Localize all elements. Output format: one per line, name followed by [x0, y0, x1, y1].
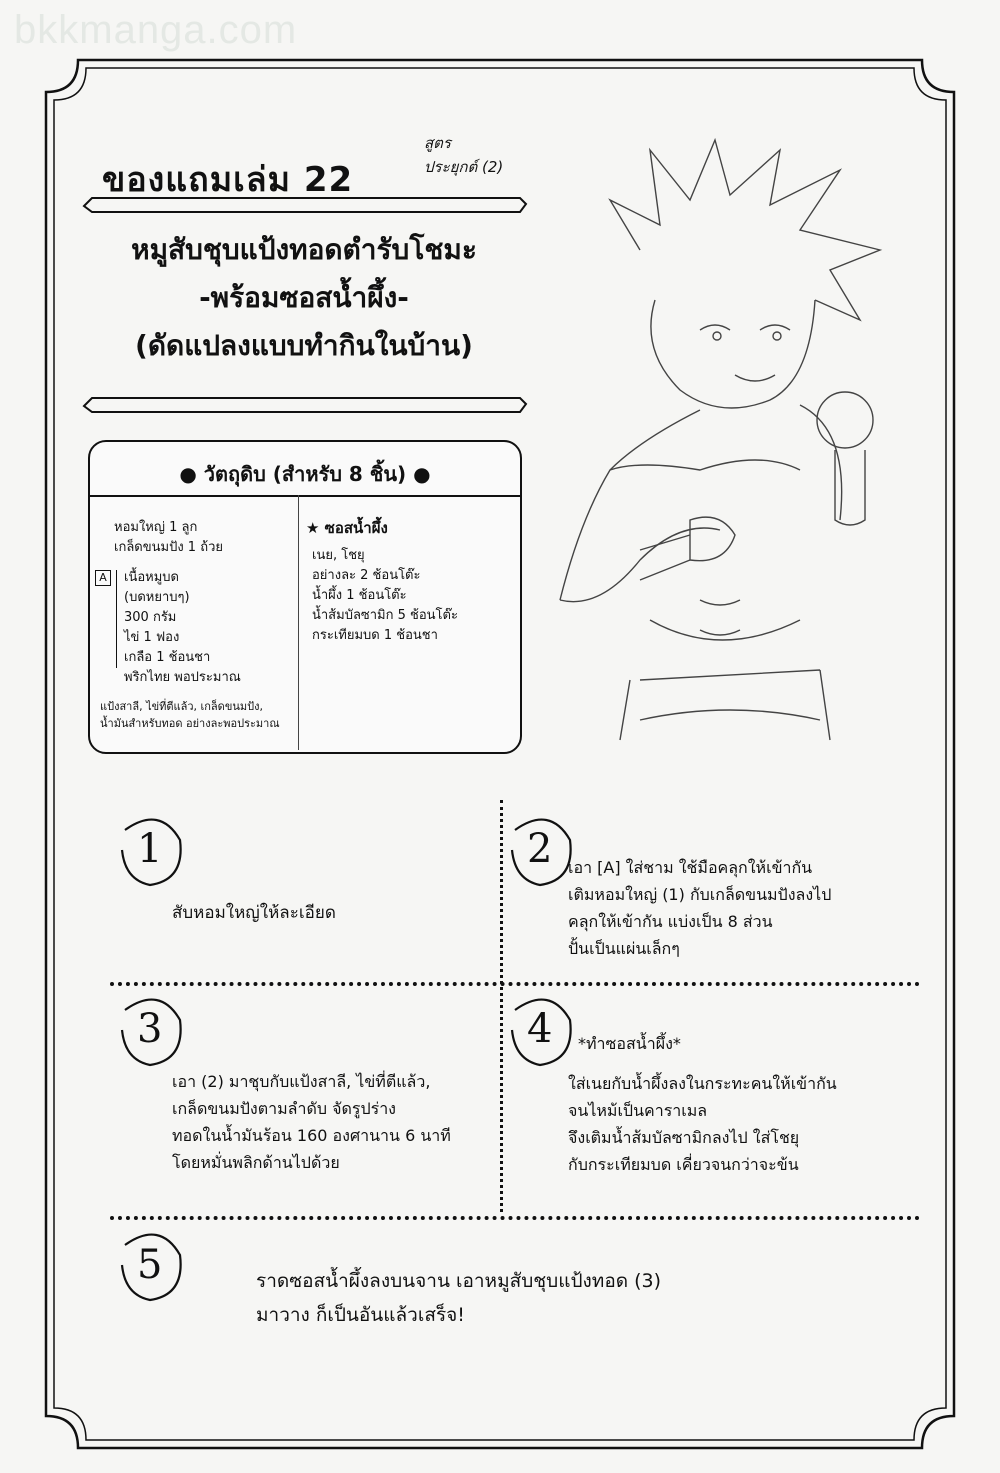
page-title: ของแถมเล่ม 22 — [102, 160, 354, 200]
step-line: เติมหอมใหญ่ (1) กับเกล็ดขนมปังลงไป — [568, 885, 832, 904]
sauce-title: ★ ซอสน้ำผึ้ง — [306, 519, 388, 537]
ingredients-left-bottom — [100, 698, 280, 732]
subtitle-line2: ประยุกต์ (2) — [424, 158, 504, 176]
step-line: ใส่เนยกับน้ำผึ้งลงในกระทะคนให้เข้ากัน — [568, 1074, 837, 1093]
subtitle-line1: สูตร — [424, 134, 451, 152]
step-grid-divider-1 — [110, 982, 920, 986]
step-5-text — [256, 1264, 661, 1332]
step-4-number: 4 — [527, 1006, 553, 1052]
step-line: เอา [A] ใส่ชาม ใช้มือคลุกให้เข้ากัน — [568, 858, 813, 877]
step-line: เกล็ดขนมปังตามลำดับ จัดรูปร่าง — [172, 1099, 396, 1118]
step-line: กับกระเทียมบด เคี่ยวจนกว่าจะข้น — [568, 1155, 799, 1174]
sauce-item: เนย, โชยุ — [312, 548, 365, 563]
ingredient-item: เนื้อหมูบด — [124, 570, 179, 585]
sauce-item: น้ำส้มบัลซามิก 5 ช้อนโต๊ะ — [312, 608, 458, 623]
sauce-item: น้ำผึ้ง 1 ช้อนโต๊ะ — [312, 588, 407, 603]
dish-title — [84, 226, 524, 370]
step-4-text — [568, 1070, 837, 1178]
ingredient-item: 300 กรัม — [124, 610, 177, 625]
ingredients-box — [88, 440, 522, 754]
step-grid-vertical-divider — [500, 800, 503, 1212]
step-line: คลุกให้เข้ากัน แบ่งเป็น 8 ส่วน — [568, 912, 773, 931]
step-line: โดยหมั่นพลิกด้านไปด้วย — [172, 1153, 340, 1172]
step-line: ทอดในน้ำมันร้อน 160 องศานาน 6 นาที — [172, 1126, 451, 1145]
recipe-subtitle — [424, 124, 503, 186]
ingredient-item: เกลือ 1 ช้อนชา — [124, 650, 211, 665]
watermark: bkkmanga.com — [14, 8, 298, 52]
ingredients-heading: ● วัตถุดิบ (สำหรับ 8 ชิ้น) ● — [179, 462, 431, 486]
ingredients-column-divider — [298, 495, 299, 750]
sauce-item: กระเทียมบด 1 ช้อนชา — [312, 628, 438, 643]
ingredients-group-a — [90, 502, 290, 692]
dish-title-line1: หมูสับชุบแป้งทอดตำรับโชมะ — [131, 233, 477, 266]
step-1-number: 1 — [137, 826, 163, 872]
step-5-number: 5 — [137, 1242, 163, 1288]
ingredient-item: เกล็ดขนมปัง 1 ถ้วย — [114, 540, 223, 555]
step-line: เอา (2) มาชุบกับแป้งสาลี, ไข่ที่ตีแล้ว, — [172, 1072, 431, 1091]
group-a-label: A — [95, 570, 111, 586]
step-1-text — [172, 900, 336, 927]
group-a-items — [124, 568, 241, 688]
step-line: จึงเติมน้ำส้มบัลซามิกลงไป ใส่โชยุ — [568, 1128, 800, 1147]
step-line: จนไหม้เป็นคาราเมล — [568, 1101, 708, 1120]
sauce-items — [312, 546, 458, 646]
ingredient-item: แป้งสาลี, ไข่ที่ตีแล้ว, เกล็ดขนมปัง, — [100, 700, 263, 713]
step-4-heading: *ทำซอสน้ำผึ้ง* — [578, 1034, 681, 1053]
step-line: สับหอมใหญ่ให้ละเอียด — [172, 903, 336, 923]
step-3-text — [172, 1068, 451, 1176]
ingredients-divider — [90, 495, 520, 497]
boy-illustration — [560, 140, 880, 740]
dish-title-line3: (ดัดแปลงแบบทำกินในบ้าน) — [135, 329, 473, 362]
step-2-number: 2 — [527, 826, 553, 872]
step-line: มาวาง ก็เป็นอันแล้วเสร็จ! — [256, 1304, 465, 1326]
ingredient-item: พริกไทย พอประมาณ — [124, 670, 241, 685]
ingredient-item: หอมใหญ่ 1 ลูก — [114, 520, 198, 535]
step-3-number: 3 — [137, 1006, 163, 1052]
dish-title-line2: -พร้อมซอสน้ำผึ้ง- — [199, 281, 409, 314]
sauce-item: อย่างละ 2 ช้อนโต๊ะ — [312, 568, 421, 583]
ingredient-item: (บดหยาบๆ) — [124, 590, 190, 605]
ingredient-item: ไข่ 1 ฟอง — [124, 630, 180, 645]
step-grid-divider-2 — [110, 1216, 920, 1220]
step-line: ปั้นเป็นแผ่นเล็กๆ — [568, 939, 680, 958]
step-2-text — [568, 854, 831, 962]
step-line: ราดซอสน้ำผึ้งลงบนจาน เอาหมูสับชุบแป้งทอด (3) — [256, 1270, 662, 1292]
ingredient-item: น้ำมันสำหรับทอด อย่างละพอประมาณ — [100, 717, 280, 730]
